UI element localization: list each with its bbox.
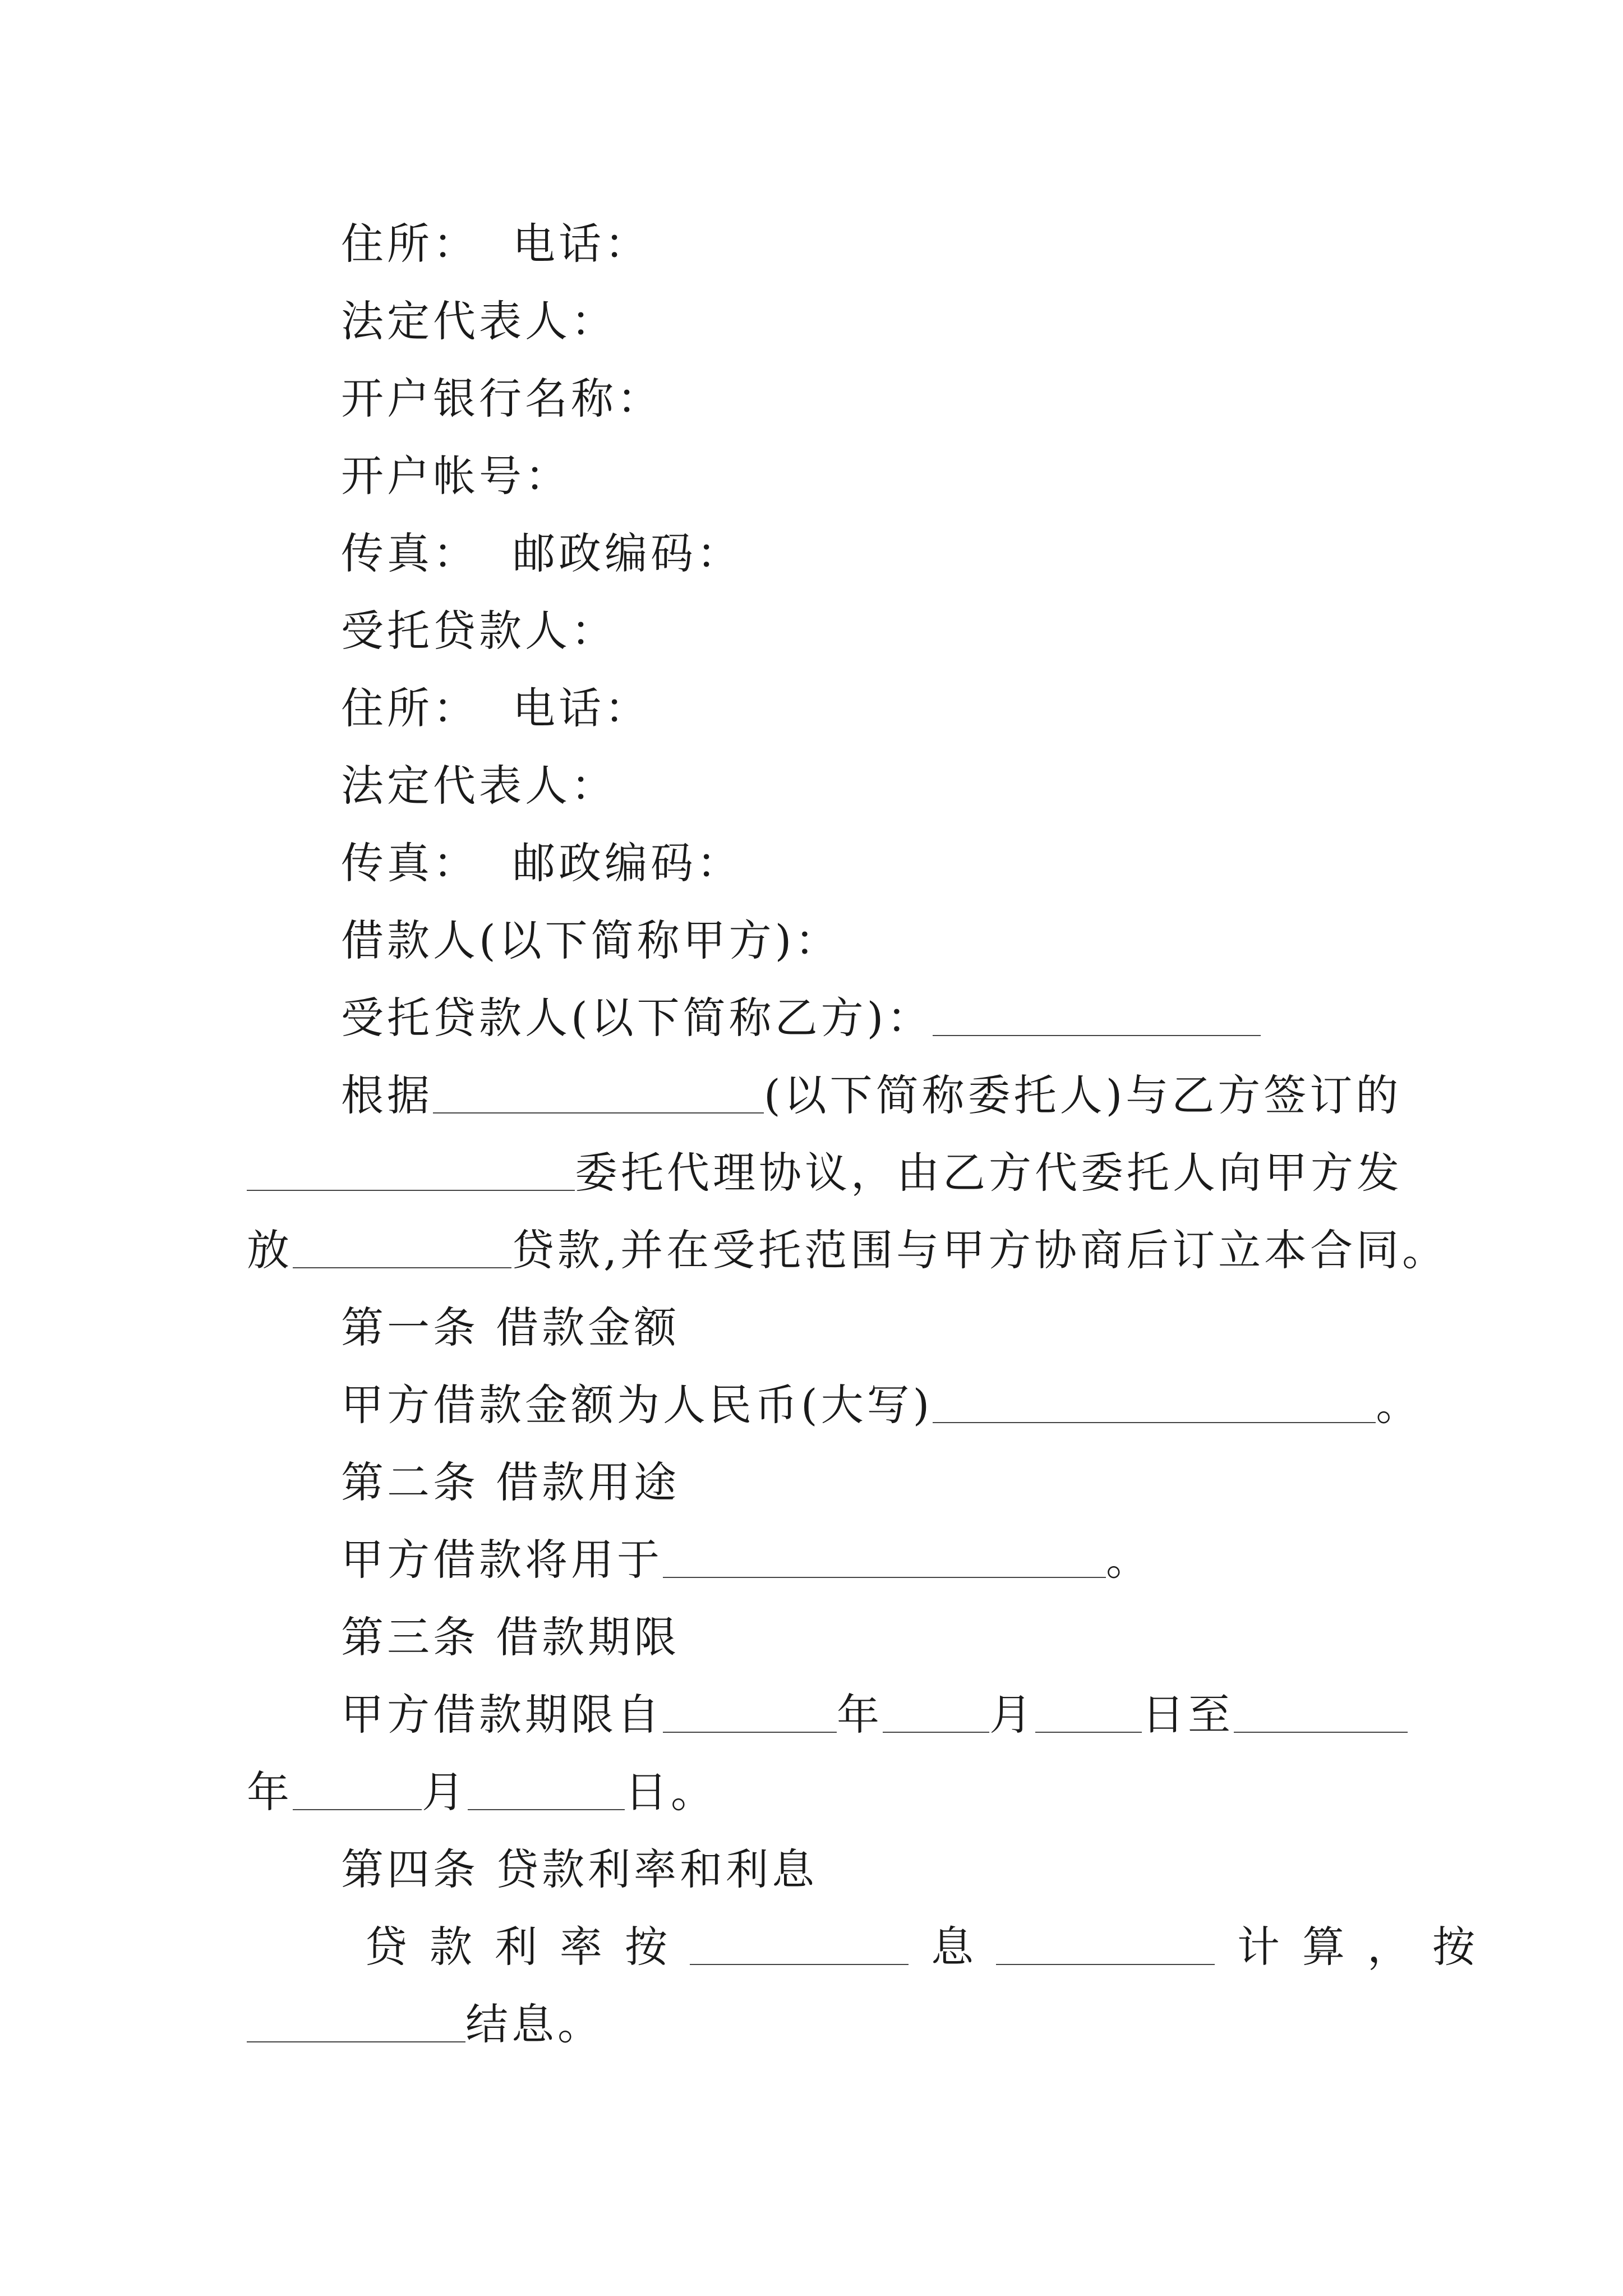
borrower-line: [247, 913, 1479, 969]
principal-note: (以下简称委托人)与乙方签订的: [764, 1070, 1402, 1120]
issue-label: 放: [247, 1225, 293, 1275]
fax-postcode-line-1: [247, 526, 1479, 582]
account-number-line: [247, 448, 1479, 504]
loan-amount-label: 甲方借款金额为人民币(大写): [341, 1380, 933, 1430]
agreement-blank[interactable]: [247, 1149, 575, 1191]
address-phone-line-2: [247, 680, 1479, 737]
loan-term-line-1: [247, 1687, 1479, 1743]
trustee-party-b-label: 受托贷款人(以下简称乙方)：: [341, 993, 933, 1043]
legal-rep-line-2: [247, 758, 1479, 814]
bank-name-label: 开户银行名称：: [341, 374, 663, 424]
interest-calc-blank[interactable]: [996, 1924, 1215, 1965]
party-b-blank[interactable]: [933, 995, 1261, 1036]
loan-amount-end: 。: [1376, 1380, 1422, 1430]
day-end-label: 日。: [625, 1767, 717, 1817]
agency-agreement-line: [247, 1145, 1403, 1201]
interest-rate-line: [247, 1919, 1503, 1975]
address-phone-line-1: [247, 216, 1479, 272]
loan-amount-blank[interactable]: [933, 1382, 1376, 1423]
term-start-label: 甲方借款期限自: [341, 1690, 663, 1740]
year-label: 年: [247, 1767, 293, 1817]
interest-rate-label: 贷款利率按: [365, 1922, 690, 1972]
article-4-heading: [247, 1842, 1479, 1898]
loan-type-blank[interactable]: [293, 1227, 511, 1268]
day-to-label: 日至: [1142, 1690, 1234, 1740]
start-year-blank[interactable]: [663, 1691, 837, 1733]
month-label: 月: [989, 1690, 1035, 1740]
loan-term-line-2: [247, 1764, 1385, 1820]
borrower-label: 借款人(以下简称甲方)：: [341, 915, 841, 965]
end-month-blank[interactable]: [293, 1769, 422, 1810]
settlement-line: [247, 1996, 1385, 2053]
account-number-label: 开户帐号：: [341, 451, 571, 501]
article-2-title: 第二条 借款用途: [341, 1457, 680, 1507]
according-label: 根据: [341, 1070, 433, 1120]
article-1-heading: [247, 1300, 1479, 1356]
legal-rep-line-1: [247, 293, 1479, 349]
article-3-heading: [247, 1609, 1479, 1665]
postcode-label: 邮政编码：: [513, 528, 743, 578]
end-year-blank[interactable]: [1234, 1691, 1408, 1733]
start-day-blank[interactable]: [1035, 1691, 1142, 1733]
postcode-label: 邮政编码：: [513, 838, 743, 888]
address-label: 住所：: [341, 683, 479, 733]
end-day-blank[interactable]: [468, 1769, 625, 1810]
fax-label: 传真：: [341, 838, 479, 888]
trustee-lender-label: 受托贷款人：: [341, 606, 617, 656]
trustee-lender-line: [247, 603, 1479, 659]
settlement-label: 结息。: [465, 1999, 603, 2049]
issue-loan-line: [247, 1222, 1449, 1278]
loan-amount-line: [247, 1377, 1479, 1433]
settlement-blank[interactable]: [247, 2001, 465, 2042]
phone-label: 电话：: [513, 219, 651, 269]
trustee-party-b-line: [247, 990, 1479, 1046]
issue-loan-text: 贷款,并在受托范围与甲方协商后订立本合同。: [511, 1225, 1449, 1275]
according-line: [247, 1068, 1479, 1124]
loan-purpose-line: [247, 1532, 1479, 1588]
month-label: 月: [422, 1767, 468, 1817]
interest-basis-blank[interactable]: [690, 1924, 909, 1965]
legal-rep-label: 法定代表人：: [341, 761, 617, 811]
address-label: 住所：: [341, 219, 479, 269]
interest-label: 息: [931, 1922, 996, 1972]
loan-purpose-end: 。: [1106, 1535, 1152, 1585]
loan-purpose-label: 甲方借款将用于: [341, 1535, 663, 1585]
article-2-heading: [247, 1455, 1479, 1511]
article-4-title: 第四条 贷款利率和利息: [341, 1844, 818, 1894]
article-1-title: 第一条 借款金额: [341, 1303, 680, 1352]
calculate-label: 计算，按: [1237, 1922, 1497, 1972]
phone-label: 电话：: [513, 683, 651, 733]
loan-purpose-blank[interactable]: [663, 1536, 1106, 1578]
fax-postcode-line-2: [247, 835, 1479, 891]
year-label: 年: [837, 1690, 883, 1740]
start-month-blank[interactable]: [883, 1691, 989, 1733]
bank-name-line: [247, 371, 1479, 427]
fax-label: 传真：: [341, 528, 479, 578]
principal-blank[interactable]: [433, 1072, 764, 1114]
article-3-title: 第三条 借款期限: [341, 1612, 680, 1662]
legal-rep-label: 法定代表人：: [341, 296, 617, 346]
agency-agreement-text: 委托代理协议，由乙方代委托人向甲方发: [575, 1148, 1403, 1198]
